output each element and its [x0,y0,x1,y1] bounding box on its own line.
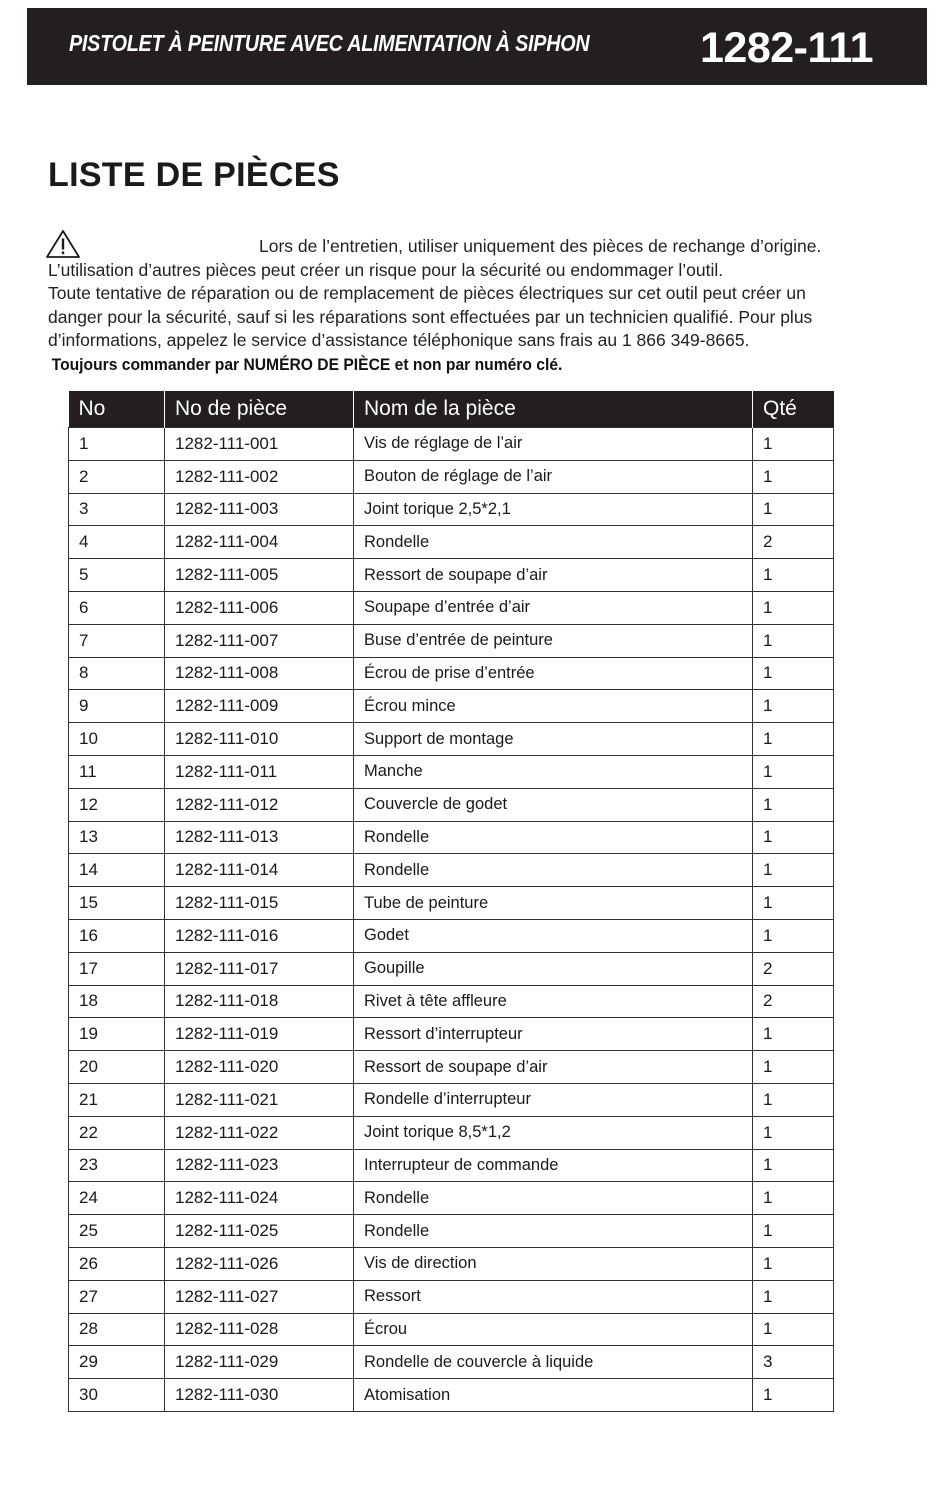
cell-part-name: Atomisation [354,1379,753,1412]
cell-part-name: Joint torique 2,5*2,1 [354,493,753,526]
cell-part-name: Soupape d’entrée d’air [354,591,753,624]
cell-part-number: 1282-111-013 [165,821,354,854]
cell-part-name: Tube de peinture [354,887,753,920]
cell-part-number: 1282-111-011 [165,755,354,788]
cell-part-name: Ressort [354,1280,753,1313]
cell-part-number: 1282-111-022 [165,1116,354,1149]
cell-qty: 1 [753,690,834,723]
cell-part-number: 1282-111-018 [165,985,354,1018]
cell-no: 28 [69,1313,165,1346]
cell-no: 14 [69,854,165,887]
table-row [69,624,834,657]
cell-part-name: Support de montage [354,723,753,756]
cell-part-name: Godet [354,919,753,952]
cell-qty: 1 [753,1182,834,1215]
cell-part-name: Rondelle [354,854,753,887]
table-row [69,919,834,952]
table-row [69,723,834,756]
cell-qty: 1 [753,1379,834,1412]
cell-qty: 2 [753,952,834,985]
table-row [69,460,834,493]
document-title: PISTOLET À PEINTURE AVEC ALIMENTATION À SIPHON [69,30,590,56]
cell-no: 27 [69,1280,165,1313]
cell-part-number: 1282-111-026 [165,1247,354,1280]
cell-part-number: 1282-111-005 [165,559,354,592]
cell-part-number: 1282-111-001 [165,428,354,461]
safety-notice [48,235,868,376]
table-row [69,1182,834,1215]
cell-part-number: 1282-111-016 [165,919,354,952]
table-row [69,1280,834,1313]
cell-no: 20 [69,1051,165,1084]
cell-qty: 1 [753,1215,834,1248]
cell-part-number: 1282-111-027 [165,1280,354,1313]
cell-no: 9 [69,690,165,723]
cell-qty: 2 [753,526,834,559]
cell-part-name: Rondelle [354,526,753,559]
cell-no: 22 [69,1116,165,1149]
cell-no: 30 [69,1379,165,1412]
cell-no: 21 [69,1083,165,1116]
column-header-part-name: Nom de la pièce [354,391,753,428]
notice-line: danger pour la sécurité, sauf si les réparations sont effectuées par un technicien qualifié. Pour plus [48,306,813,327]
cell-no: 25 [69,1215,165,1248]
cell-no: 10 [69,723,165,756]
cell-part-name: Rivet à tête affleure [354,985,753,1018]
cell-part-name: Écrou mince [354,690,753,723]
cell-part-number: 1282-111-004 [165,526,354,559]
cell-no: 15 [69,887,165,920]
table-row [69,788,834,821]
cell-qty: 2 [753,985,834,1018]
table-row [69,1379,834,1412]
cell-no: 7 [69,624,165,657]
table-row [69,755,834,788]
table-row [69,1051,834,1084]
table-row [69,1018,834,1051]
cell-no: 6 [69,591,165,624]
table-row [69,854,834,887]
parts-table-body [69,428,834,1412]
notice-line: d’informations, appelez le service d’assistance téléphonique sans frais au 1 866 349-8665. [48,330,750,350]
cell-qty: 1 [753,559,834,592]
table-row [69,985,834,1018]
table-header-row [69,391,834,428]
cell-qty: 1 [753,821,834,854]
cell-part-number: 1282-111-002 [165,460,354,493]
cell-part-number: 1282-111-025 [165,1215,354,1248]
cell-part-name: Couvercle de godet [354,788,753,821]
cell-part-name: Ressort de soupape d’air [354,559,753,592]
table-row [69,1215,834,1248]
column-header-no: No [69,391,165,428]
cell-qty: 1 [753,1018,834,1051]
cell-no: 17 [69,952,165,985]
cell-qty: 1 [753,723,834,756]
cell-no: 13 [69,821,165,854]
cell-part-number: 1282-111-028 [165,1313,354,1346]
cell-no: 11 [69,755,165,788]
cell-qty: 1 [753,854,834,887]
order-note: Toujours commander par NUMÉRO DE PIÈCE et non par numéro clé. [51,354,563,374]
cell-no: 12 [69,788,165,821]
table-row [69,952,834,985]
cell-qty: 1 [753,493,834,526]
cell-part-name: Rondelle [354,1215,753,1248]
table-row [69,1116,834,1149]
table-row [69,526,834,559]
notice-line: L’utilisation d’autres pièces peut créer un risque pour la sécurité ou endommager l’outil. [48,259,724,280]
cell-no: 3 [69,493,165,526]
table-row [69,1247,834,1280]
cell-part-name: Écrou [354,1313,753,1346]
notice-line: Toute tentative de réparation ou de remplacement de pièces électriques sur cet outil peut créer un [48,283,806,303]
cell-part-number: 1282-111-029 [165,1346,354,1379]
cell-qty: 1 [753,1083,834,1116]
cell-qty: 1 [753,460,834,493]
cell-qty: 1 [753,624,834,657]
cell-part-number: 1282-111-009 [165,690,354,723]
cell-no: 5 [69,559,165,592]
table-row [69,559,834,592]
table-row [69,493,834,526]
cell-qty: 1 [753,657,834,690]
cell-qty: 1 [753,887,834,920]
table-row [69,690,834,723]
cell-part-name: Rondelle [354,821,753,854]
notice-line: Lors de l’entretien, utiliser uniquement des pièces de rechange d’origine. [259,236,822,256]
cell-part-name: Bouton de réglage de l’air [354,460,753,493]
cell-part-number: 1282-111-030 [165,1379,354,1412]
table-row [69,1313,834,1346]
cell-part-number: 1282-111-007 [165,624,354,657]
cell-part-name: Rondelle [354,1182,753,1215]
cell-part-name: Joint torique 8,5*1,2 [354,1116,753,1149]
cell-qty: 1 [753,1051,834,1084]
cell-part-number: 1282-111-010 [165,723,354,756]
cell-qty: 3 [753,1346,834,1379]
cell-part-number: 1282-111-020 [165,1051,354,1084]
cell-part-number: 1282-111-003 [165,493,354,526]
cell-part-number: 1282-111-006 [165,591,354,624]
cell-part-number: 1282-111-024 [165,1182,354,1215]
cell-part-name: Écrou de prise d’entrée [354,657,753,690]
cell-part-number: 1282-111-017 [165,952,354,985]
table-row [69,591,834,624]
cell-qty: 1 [753,1149,834,1182]
cell-qty: 1 [753,788,834,821]
cell-part-name: Rondelle d’interrupteur [354,1083,753,1116]
cell-qty: 1 [753,1247,834,1280]
cell-part-number: 1282-111-014 [165,854,354,887]
cell-qty: 1 [753,755,834,788]
cell-part-number: 1282-111-023 [165,1149,354,1182]
cell-no: 23 [69,1149,165,1182]
cell-no: 19 [69,1018,165,1051]
parts-table [68,391,834,1412]
header-bar [27,8,927,85]
table-row [69,1149,834,1182]
table-row [69,428,834,461]
cell-part-number: 1282-111-015 [165,887,354,920]
cell-part-name: Ressort d’interrupteur [354,1018,753,1051]
cell-part-name: Rondelle de couvercle à liquide [354,1346,753,1379]
table-row [69,821,834,854]
table-row [69,657,834,690]
cell-part-number: 1282-111-021 [165,1083,354,1116]
cell-qty: 1 [753,428,834,461]
table-row [69,1083,834,1116]
cell-qty: 1 [753,919,834,952]
cell-no: 8 [69,657,165,690]
column-header-part-number: No de pièce [165,391,354,428]
cell-no: 18 [69,985,165,1018]
cell-part-name: Manche [354,755,753,788]
cell-part-name: Vis de réglage de l’air [354,428,753,461]
column-header-qty: Qté [753,391,834,428]
cell-no: 16 [69,919,165,952]
cell-qty: 1 [753,1116,834,1149]
cell-part-name: Buse d’entrée de peinture [354,624,753,657]
cell-no: 4 [69,526,165,559]
cell-no: 2 [69,460,165,493]
cell-no: 26 [69,1247,165,1280]
cell-qty: 1 [753,591,834,624]
cell-part-name: Vis de direction [354,1247,753,1280]
table-row [69,887,834,920]
cell-part-number: 1282-111-008 [165,657,354,690]
cell-part-number: 1282-111-019 [165,1018,354,1051]
cell-no: 24 [69,1182,165,1215]
table-row [69,1346,834,1379]
cell-part-name: Goupille [354,952,753,985]
cell-part-number: 1282-111-012 [165,788,354,821]
cell-part-name: Interrupteur de commande [354,1149,753,1182]
cell-qty: 1 [753,1280,834,1313]
cell-qty: 1 [753,1313,834,1346]
cell-no: 1 [69,428,165,461]
model-number: 1282-111 [700,24,873,72]
cell-part-name: Ressort de soupape d’air [354,1051,753,1084]
section-title: LISTE DE PIÈCES [48,156,340,194]
cell-no: 29 [69,1346,165,1379]
